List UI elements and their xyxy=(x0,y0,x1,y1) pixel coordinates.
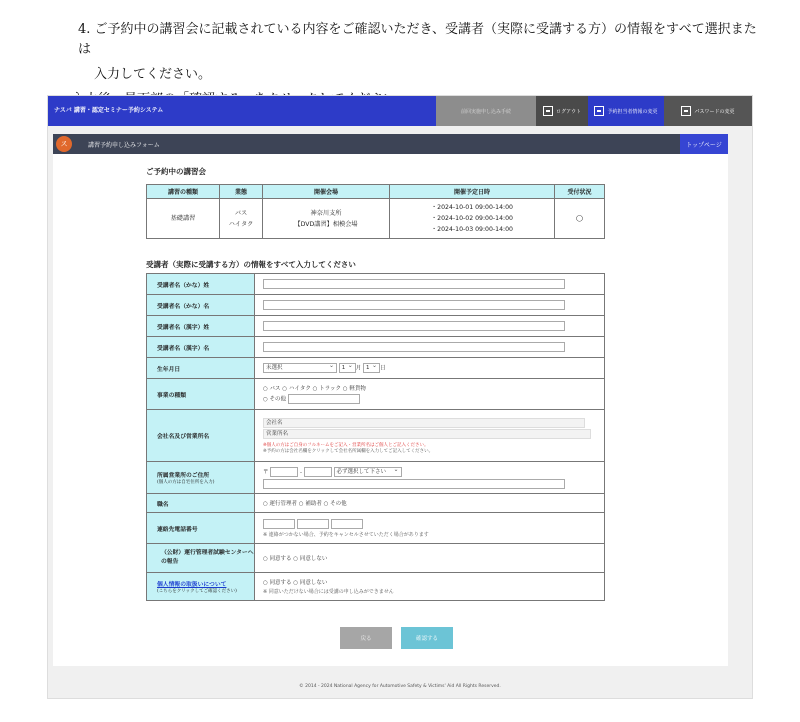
business-1: バス xyxy=(234,209,248,217)
course-type: 基礎講習 xyxy=(147,199,220,239)
change-user-info-label: 予約担当者情報の変更 xyxy=(607,108,658,115)
label-company: 会社名及び営業所名 xyxy=(147,410,255,462)
position-radios[interactable]: ○ 運行管理者 ○ 補助者 ○ その他 xyxy=(255,494,605,513)
date-2: ・2024-10-02 09:00-14:00 xyxy=(430,215,513,222)
top-page-link[interactable]: トップページ xyxy=(680,134,728,154)
col-header-status: 受付状況 xyxy=(555,185,605,199)
kanji-first-input[interactable] xyxy=(263,342,565,352)
back-button[interactable]: 戻る xyxy=(340,627,392,649)
col-header-business: 業態 xyxy=(220,185,263,199)
phone-3-input[interactable] xyxy=(331,519,363,529)
date-3: ・2024-10-03 09:00-14:00 xyxy=(430,226,513,233)
previous-application-button[interactable] xyxy=(436,96,536,126)
date-1: ・2024-10-01 09:00-14:00 xyxy=(430,204,513,211)
top-navbar xyxy=(48,96,752,126)
instruction-line-2: 入力してください。 xyxy=(94,67,212,82)
change-user-info-button[interactable] xyxy=(588,96,664,126)
postal-code-1-input[interactable] xyxy=(270,467,298,477)
attendee-form-table: 受講者名（かな）姓 受講者名（かな）名 受講者名（漢字）姓 受講者名（漢字）名 生年月日 未選択 ⌄ 1 ⌄ 月 1 ⌄ 日 事業の種類 ○ バス ○ ハイタク ○ トラック ○ 軽貨物 ○ その他 会社名及び営業所名 会社名 営業所名 ※個人の方はご自身のフルネームをご記入・営業所名はご個人とご記入ください。 ※予約の方は会社名欄をクリックして会社名所属欄を入力してご記入してください。 所属営業所のご住所 (個人の方は自宅住所を入力) 〒 - 必ず選択して下さい ⌄ 職名 ○ 運行管理者 ○ 補助者 ○ その他 連絡先電話番号 ※ 連絡がつかない場合、予約をキャンセルさせていただく場合があります （公財）運行管理者試験センターへの報告 ○ 同意する ○ 同意しない 個人情報の取扱いについて (こちらをクリックしてご確認ください) ○ 同意する ○ 同意しない ※ 同意いただけない場合には受講の申し込みができません xyxy=(146,273,605,601)
logout-label: ログアウト xyxy=(555,108,581,115)
instruction-line-1: 4. ご予約中の講習会に記載されている内容をご確認いただき、受講者（実際に受講する方）の情報をすべて選択または xyxy=(78,22,757,57)
venue-1: 神奈川支所 xyxy=(310,209,342,217)
user-icon xyxy=(594,106,604,116)
screenshot-frame xyxy=(47,95,753,699)
privacy-note: ※ 同意いただけない場合には受講の申し込みができません xyxy=(263,589,394,595)
label-phone: 連絡先電話番号 xyxy=(147,513,255,544)
label-business-type: 事業の種類 xyxy=(147,379,255,410)
office-name-input[interactable]: 営業所名 xyxy=(263,429,591,439)
form-title: 講習予約申し込みフォーム xyxy=(88,142,160,149)
kana-first-input[interactable] xyxy=(263,300,565,310)
nasva-logo-icon: ス xyxy=(56,136,72,152)
address-input[interactable] xyxy=(263,479,565,489)
phone-note: ※ 連絡がつかない場合、予約をキャンセルさせていただく場合があります xyxy=(263,531,429,538)
confirm-button[interactable]: 確認する xyxy=(401,627,453,649)
reservation-section-title: ご予約中の講習会 xyxy=(146,167,206,176)
label-birthdate: 生年月日 xyxy=(147,358,255,379)
col-header-venue: 開催会場 xyxy=(263,185,390,199)
kana-last-input[interactable] xyxy=(263,279,565,289)
label-address: 所属営業所のご住所 xyxy=(157,473,210,479)
form-header-bar xyxy=(53,134,728,154)
company-note: ※予約の方は会社名欄をクリックして会社名所属欄を入力してご記入してください。 xyxy=(263,448,434,454)
label-position: 職名 xyxy=(147,494,255,513)
postal-code-2-input[interactable] xyxy=(304,467,332,477)
col-header-type: 講習の種類 xyxy=(147,185,220,199)
date-cell xyxy=(390,199,555,239)
business-other-radio[interactable]: ○ その他 xyxy=(263,396,287,403)
birth-day-select[interactable]: 1 ⌄ xyxy=(363,363,380,373)
business-type-radios[interactable]: ○ バス ○ ハイタク ○ トラック ○ 軽貨物 xyxy=(263,386,366,392)
phone-1-input[interactable] xyxy=(263,519,295,529)
birth-month-select[interactable]: 1 ⌄ xyxy=(339,363,356,373)
change-password-button[interactable] xyxy=(664,96,752,126)
privacy-radios[interactable]: ○ 同意する ○ 同意しない xyxy=(263,580,328,586)
business-other-input[interactable] xyxy=(288,394,360,404)
privacy-sub: (こちらをクリックしてご確認ください) xyxy=(157,589,237,594)
business-cell xyxy=(220,199,263,239)
label-kanji-first: 受講者名（漢字）名 xyxy=(147,337,255,358)
status-cell: ◯ xyxy=(555,199,605,239)
reservation-table xyxy=(146,184,605,239)
prefecture-select[interactable]: 必ず選択して下さい ⌄ xyxy=(334,467,402,477)
venue-cell xyxy=(263,199,390,239)
label-kana-last: 受講者名（かな）姓 xyxy=(147,274,255,295)
key-icon xyxy=(681,106,691,116)
form-panel xyxy=(53,154,728,666)
attendee-section-title: 受講者（実際に受講する方）の情報をすべて入力してください xyxy=(146,260,356,269)
logout-button[interactable] xyxy=(536,96,588,126)
footer-copyright: © 2014 - 2024 National Agency for Automotive Safety & Victims' Aid All Rights Reserved. xyxy=(299,684,501,689)
label-report: （公財）運行管理者試験センターへの報告 xyxy=(147,544,255,573)
company-name-input[interactable]: 会社名 xyxy=(263,418,585,428)
day-unit: 日 xyxy=(380,365,386,372)
report-radios[interactable]: ○ 同意する ○ 同意しない xyxy=(255,544,605,573)
change-password-label: パスワードの変更 xyxy=(694,108,735,115)
col-header-date: 開催予定日時 xyxy=(390,185,555,199)
phone-2-input[interactable] xyxy=(297,519,329,529)
label-kanji-last: 受講者名（漢字）姓 xyxy=(147,316,255,337)
app-title: ナスバ 講習・認定セミナー予約システム xyxy=(54,107,164,114)
business-2: ハイタク xyxy=(228,220,254,228)
kanji-last-input[interactable] xyxy=(263,321,565,331)
label-address-cell xyxy=(147,462,255,494)
table-row xyxy=(147,199,605,239)
label-address-sub: (個人の方は自宅住所を入力) xyxy=(157,480,215,485)
birth-era-select[interactable]: 未選択 ⌄ xyxy=(263,363,337,373)
label-privacy-cell xyxy=(147,573,255,601)
logout-icon xyxy=(543,106,553,116)
privacy-policy-link[interactable]: 個人情報の取扱いについて xyxy=(157,582,227,588)
month-unit: 月 xyxy=(355,365,362,372)
previous-application-label: 前回実施申し込み手続 xyxy=(460,108,511,115)
postal-mark: 〒 xyxy=(263,469,269,475)
company-note-warning: ※個人の方はご自身のフルネームをご記入・営業所名はご個人とご記入ください。 xyxy=(263,442,429,448)
label-kana-first: 受講者名（かな）名 xyxy=(147,295,255,316)
venue-2: 【DVD講習】相模会場 xyxy=(294,220,358,228)
